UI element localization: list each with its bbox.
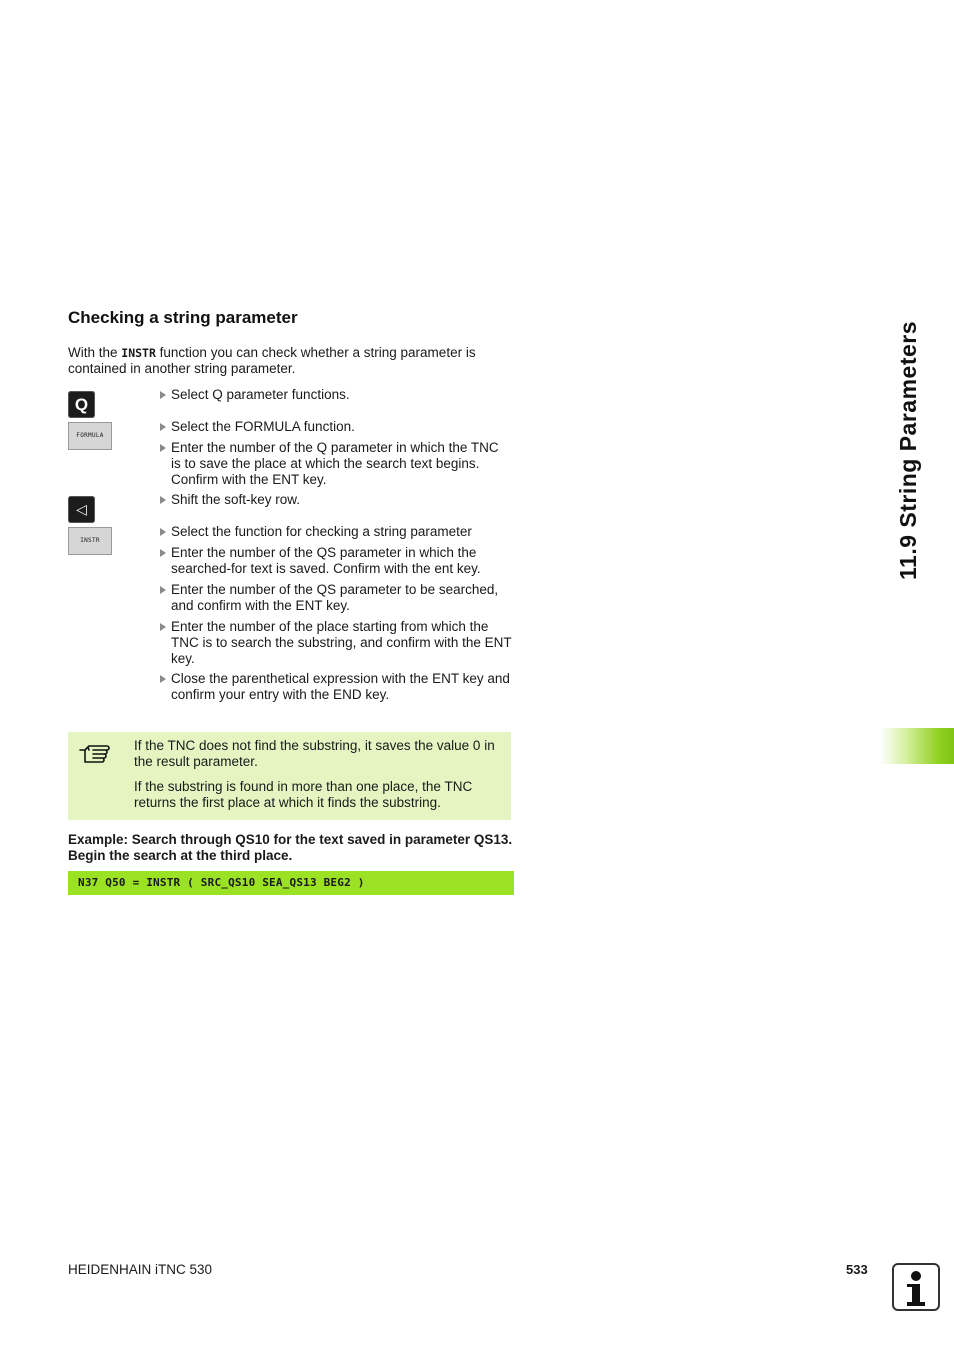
- formula-softkey: FORMULA: [68, 422, 112, 450]
- example-title: Example: Search through QS10 for the text saved in parameter QS13. Begin the search at the third place.: [68, 832, 513, 863]
- arrow-bullet-icon: [160, 423, 166, 431]
- note-paragraph: If the TNC does not find the substring, it saves the value 0 in the result parameter.: [134, 738, 495, 769]
- pointing-hand-icon: [78, 740, 112, 768]
- shift-softkey-row-key-icon: ◁: [68, 496, 95, 523]
- arrow-bullet-icon: [160, 496, 166, 504]
- chapter-tab-marker: [880, 728, 954, 764]
- step-item: Select the function for checking a string parameter: [160, 524, 512, 540]
- footer-product: HEIDENHAIN iTNC 530: [68, 1262, 213, 1277]
- step-item: Enter the number of the QS parameter in which the searched-for text is saved. Confirm with the ent key.: [160, 545, 512, 577]
- page-number: 533: [846, 1262, 868, 1277]
- step-item: Enter the number of the Q parameter in which the TNC is to save the place at which the search text begins. Confirm with the ENT key.: [160, 440, 512, 488]
- arrow-bullet-icon: [160, 444, 166, 452]
- arrow-bullet-icon: [160, 528, 166, 536]
- arrow-bullet-icon: [160, 586, 166, 594]
- arrow-bullet-icon: [160, 391, 166, 399]
- chapter-side-title: 11.9 String Parameters: [895, 320, 921, 580]
- intro-text-after: function you can check whether a string parameter is contained in another string parameter.: [68, 345, 476, 376]
- intro-text-before: With the: [68, 345, 122, 360]
- step-item: Enter the number of the QS parameter to be searched, and confirm with the ENT key.: [160, 582, 512, 614]
- intro-paragraph: [68, 345, 513, 377]
- arrow-bullet-icon: [160, 623, 166, 631]
- step-item: Select the FORMULA function.: [160, 419, 512, 435]
- step-item: Select Q parameter functions.: [160, 387, 512, 403]
- instr-code-inline: INSTR: [121, 346, 156, 360]
- step-item: Shift the soft-key row.: [160, 492, 512, 508]
- instr-softkey: INSTR: [68, 527, 112, 555]
- section-heading: Checking a string parameter: [68, 308, 298, 327]
- note-paragraph: If the substring is found in more than one place, the TNC returns the first place at which it finds the substring.: [134, 779, 473, 810]
- q-key-icon: Q: [68, 391, 95, 418]
- step-item: Enter the number of the place starting from which the TNC is to search the substring, and confirm with the ENT key.: [160, 619, 512, 667]
- info-icon: [892, 1263, 940, 1311]
- arrow-bullet-icon: [160, 675, 166, 683]
- note-box: [68, 732, 511, 820]
- step-item: Close the parenthetical expression with the ENT key and confirm your entry with the END key.: [160, 671, 512, 703]
- code-example-bar: N37 Q50 = INSTR ( SRC_QS10 SEA_QS13 BEG2 ): [68, 871, 514, 895]
- arrow-bullet-icon: [160, 549, 166, 557]
